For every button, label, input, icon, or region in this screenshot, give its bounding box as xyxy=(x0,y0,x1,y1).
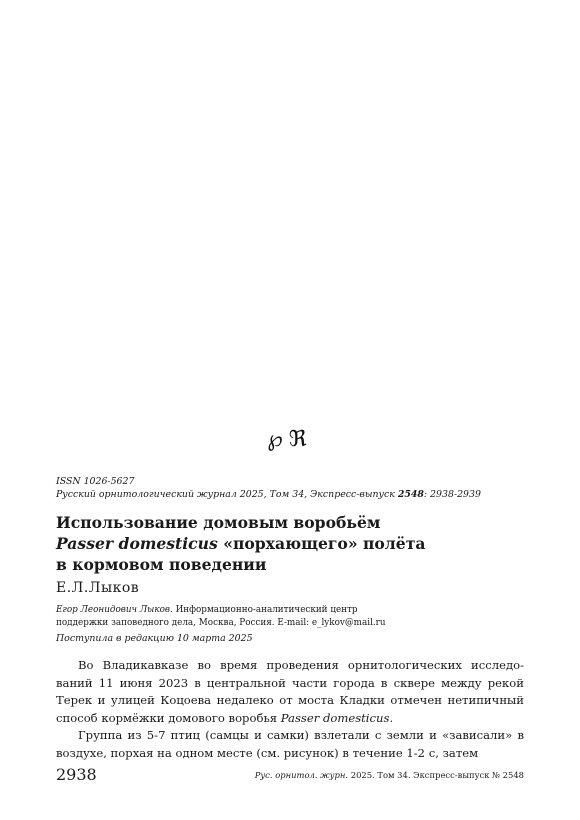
journal-citation-prefix: Русский орнитологический журнал 2025, Том 34, Экспресс-выпуск xyxy=(56,489,398,500)
affiliation-full-name: Егор Леонидович Лыков xyxy=(56,605,170,615)
paragraph-1-text: Во Владикавказе во время проведения орнитологических исследо- ваний 11 июня 2023 в центральной части города в сквере между рекой Терек и улицей Коцоева недалеко от моста Кладки отмечен нетипичный способ кормёжки домового воробья xyxy=(56,658,524,725)
received-date: Поступила в редакцию 10 марта 2025 xyxy=(56,633,253,644)
footer-journal-rest: 2025. Том 34. Экспресс-выпуск № 2548 xyxy=(348,770,524,780)
paragraph-1-species: Passer domesticus xyxy=(280,710,390,725)
title-line-1: Использование домовым воробьём xyxy=(56,513,381,532)
author-affiliation xyxy=(56,604,526,629)
section-ornament xyxy=(0,427,580,452)
ornament-left-icon: ℘ xyxy=(267,427,289,452)
issue-number: 2548 xyxy=(397,489,424,500)
paragraph-2: Группа из 5-7 птиц (самцы и самки) взлетали с земли и «зависали» в воздухе, порхая на одном месте (см. рисунок) в течение 1-2 с, затем xyxy=(56,728,524,760)
title-line-3: в кормовом поведении xyxy=(56,555,267,574)
page-range: : 2938-2939 xyxy=(423,489,481,500)
title-species-name: Passer domesticus xyxy=(56,534,218,553)
ornament-right-icon: ℜ xyxy=(288,427,313,452)
paragraph-1 xyxy=(56,657,524,727)
affiliation-text-2: поддержки заповедного дела, Москва, Россия. E-mail: e_lykov@mail.ru xyxy=(56,617,386,628)
footer-journal-short: Рус. орнитол. журн. xyxy=(254,770,349,780)
issn-line: ISSN 1026-5627 xyxy=(56,476,135,487)
title-line-2: «порхающего» полёта xyxy=(217,534,426,553)
affiliation-text-1: . Информационно-аналитический центр xyxy=(170,605,358,615)
article-body xyxy=(56,657,524,763)
article-title xyxy=(56,512,526,575)
paragraph-1-end: . xyxy=(389,710,394,725)
page-number: 2938 xyxy=(56,765,97,784)
running-footer xyxy=(255,770,524,780)
author-name: Е.Л.Лыков xyxy=(56,580,140,596)
journal-citation xyxy=(56,488,526,501)
